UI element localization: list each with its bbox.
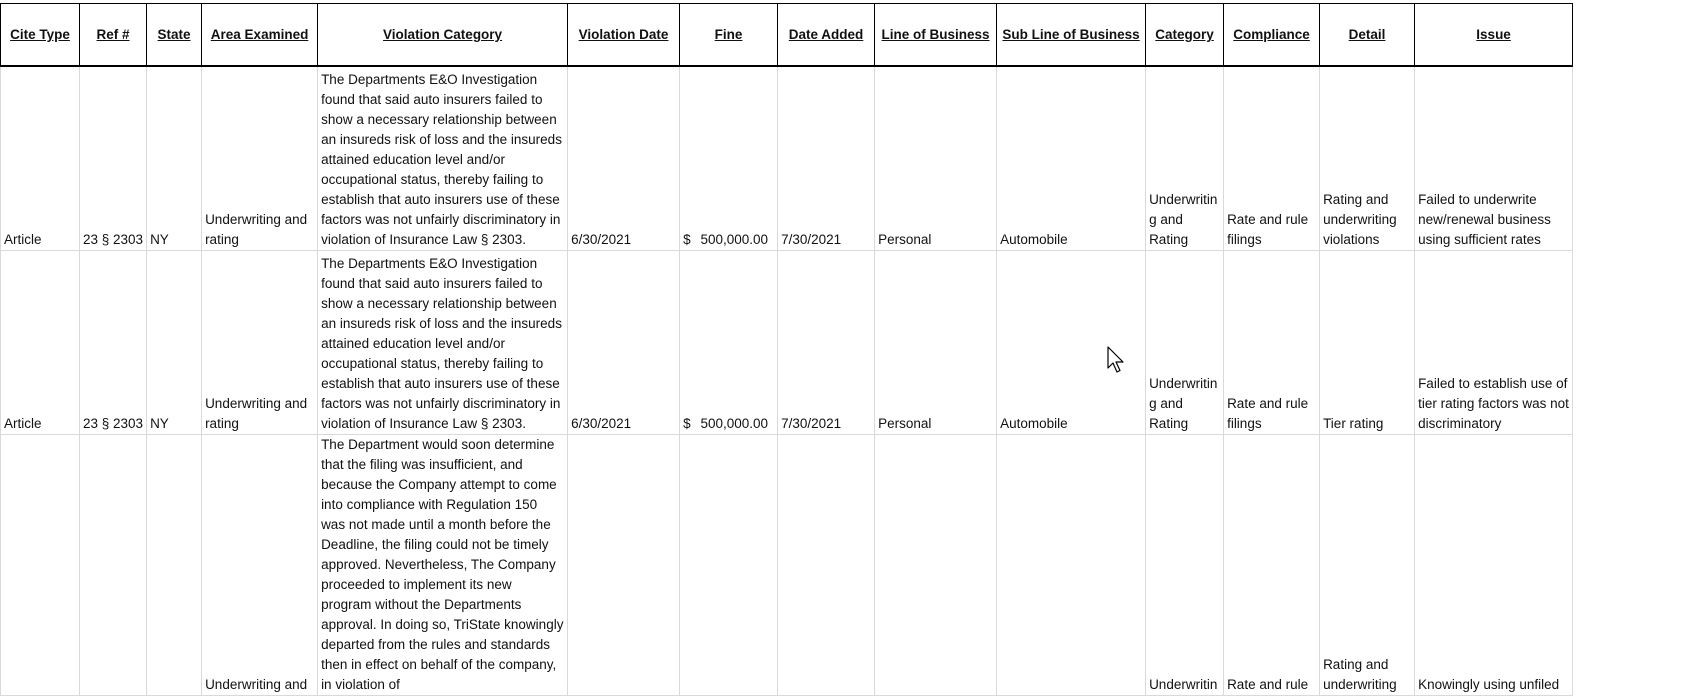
fine-currency: $ (683, 232, 691, 247)
cell-cite-type[interactable] (1, 435, 80, 696)
cell-state[interactable]: NY (147, 66, 202, 251)
cell-line-of-business[interactable]: Personal (875, 66, 997, 251)
cell-issue[interactable]: Failed to underwrite new/renewal business using sufficient rates (1415, 66, 1573, 251)
cell-violation-date[interactable] (568, 435, 680, 696)
cell-ref[interactable]: 23 § 2303 (80, 251, 147, 435)
cell-violation-date[interactable]: 6/30/2021 (568, 251, 680, 435)
cell-state[interactable] (147, 435, 202, 696)
cell-sub-line[interactable] (997, 435, 1146, 696)
cell-fine[interactable] (680, 251, 778, 435)
cell-date-added[interactable]: 7/30/2021 (778, 251, 875, 435)
cell-compliance[interactable]: Rate and rule filings (1224, 66, 1320, 251)
fine-amount: 500,000.00 (700, 232, 769, 247)
header-category[interactable]: Category (1146, 4, 1224, 67)
cell-area-examined[interactable]: Underwriting and rating (202, 251, 318, 435)
cell-fine[interactable] (680, 435, 778, 696)
header-state[interactable]: State (147, 4, 202, 67)
cell-ref[interactable] (80, 435, 147, 696)
header-date-added[interactable]: Date Added (778, 4, 875, 67)
cell-violation-category[interactable]: The Departments E&O Investigation found that said auto insurers failed to show a necessary relationship between an insureds risk of loss and the insureds attained education level and/or occupational status, thereby failing to establish that auto insurers use of these factors was not unfairly discriminatory in violation of Insurance Law § 2303. (318, 66, 568, 251)
header-area-examined[interactable]: Area Examined (202, 4, 318, 67)
cell-line-of-business[interactable]: Personal (875, 251, 997, 435)
cell-cite-type[interactable]: Article (1, 251, 80, 435)
table-row (1, 435, 1573, 696)
cell-category[interactable]: Underwriting and Rating (1146, 66, 1224, 251)
cell-issue[interactable]: Knowingly using unfiled (1415, 435, 1573, 696)
cell-detail[interactable]: Rating and underwriting (1320, 435, 1415, 696)
header-cite-type[interactable]: Cite Type (1, 4, 80, 67)
header-ref[interactable]: Ref # (80, 4, 147, 67)
cell-ref[interactable]: 23 § 2303 (80, 66, 147, 251)
cell-compliance[interactable]: Rate and rule (1224, 435, 1320, 696)
cell-state[interactable]: NY (147, 251, 202, 435)
cell-violation-category[interactable]: The Departments E&O Investigation found that said auto insurers failed to show a necessary relationship between an insureds risk of loss and the insureds attained education level and/or occupational status, thereby failing to establish that auto insurers use of these factors was not unfairly discriminatory in violation of Insurance Law § 2303. (318, 251, 568, 435)
cell-compliance[interactable]: Rate and rule filings (1224, 251, 1320, 435)
table-row (1, 66, 1573, 251)
cell-line-of-business[interactable] (875, 435, 997, 696)
fine-amount: 500,000.00 (700, 416, 769, 431)
cell-area-examined[interactable]: Underwriting and (202, 435, 318, 696)
cell-violation-category[interactable]: The Department would soon determine that the filing was insufficient, and because the Company attempt to come into compliance with Regulation 150 was not made until a month before the Deadline, the filing could not be timely approved. Nevertheless, The Company proceeded to implement its new program without the Departments approval. In doing so, TriState knowingly departed from the rules and standards then in effect on behalf of the company, in violation of (318, 435, 568, 696)
cell-violation-date[interactable]: 6/30/2021 (568, 66, 680, 251)
cell-date-added[interactable] (778, 435, 875, 696)
header-issue[interactable]: Issue (1415, 4, 1573, 67)
cell-detail[interactable]: Tier rating (1320, 251, 1415, 435)
cell-category[interactable]: Underwritin (1146, 435, 1224, 696)
cell-category[interactable]: Underwriting and Rating (1146, 251, 1224, 435)
header-row (1, 4, 1573, 67)
cell-issue[interactable]: Failed to establish use of tier rating factors was not discriminatory (1415, 251, 1573, 435)
cell-detail[interactable]: Rating and underwriting violations (1320, 66, 1415, 251)
header-compliance[interactable]: Compliance (1224, 4, 1320, 67)
header-detail[interactable]: Detail (1320, 4, 1415, 67)
table-row (1, 251, 1573, 435)
header-sub-line-of-business[interactable]: Sub Line of Business (997, 4, 1146, 67)
mouse-pointer-icon (1107, 346, 1127, 374)
header-fine[interactable]: Fine (680, 4, 778, 67)
cell-sub-line[interactable]: Automobile (997, 66, 1146, 251)
cell-cite-type[interactable]: Article (1, 66, 80, 251)
violations-table (0, 3, 1573, 696)
cell-area-examined[interactable]: Underwriting and rating (202, 66, 318, 251)
header-violation-category[interactable]: Violation Category (318, 4, 568, 67)
cell-date-added[interactable]: 7/30/2021 (778, 66, 875, 251)
header-line-of-business[interactable]: Line of Business (875, 4, 997, 67)
cell-sub-line[interactable]: Automobile (997, 251, 1146, 435)
header-violation-date[interactable]: Violation Date (568, 4, 680, 67)
cell-fine[interactable] (680, 66, 778, 251)
fine-currency: $ (683, 416, 691, 431)
